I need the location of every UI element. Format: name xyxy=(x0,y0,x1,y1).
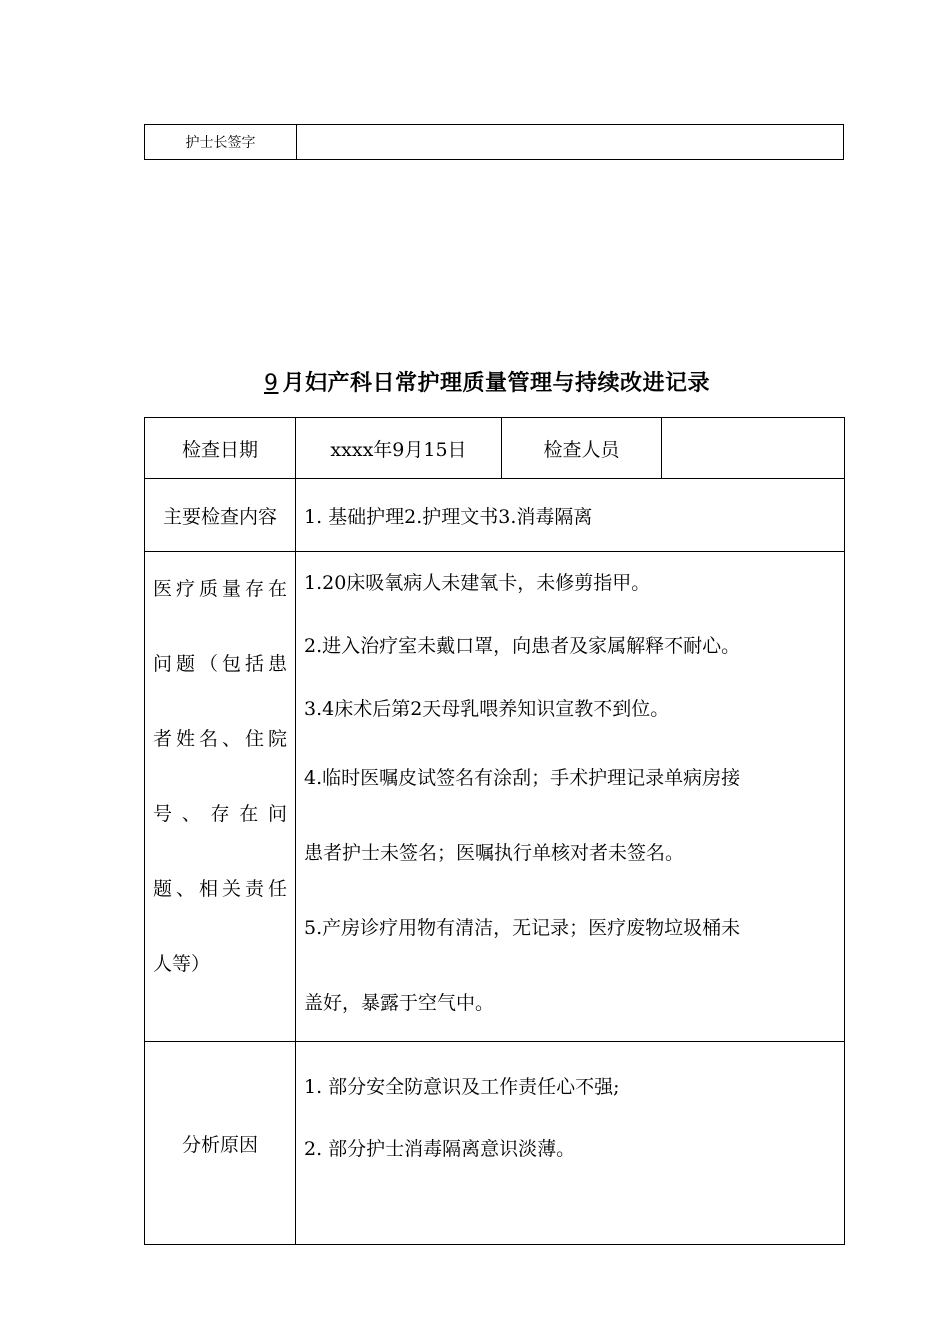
issues-value[interactable] xyxy=(296,552,845,1042)
cause-line: 2. 部分护士消毒隔离意识淡薄。 xyxy=(304,1138,576,1160)
signature-table xyxy=(144,124,844,160)
issue-line: 2.进入治疗室未戴口罩，向患者及家属解释不耐心。 xyxy=(304,635,741,657)
issues-label-line: 问题（包括患 xyxy=(153,653,287,675)
issue-line: 3.4床术后第2天母乳喂养知识宣教不到位。 xyxy=(304,698,670,720)
cause-value[interactable] xyxy=(296,1042,845,1245)
title-text: 月妇产科日常护理质量管理与持续改进记录 xyxy=(282,371,710,396)
issues-label xyxy=(145,552,296,1042)
main-content-label: 主要检查内容 xyxy=(145,479,296,552)
issue-line: 4.临时医嘱皮试签名有涂刮；手术护理记录单病房接 xyxy=(304,767,741,789)
issues-label-line: 人等） xyxy=(153,953,211,975)
main-content-value[interactable]: 1. 基础护理2.护理文书3.消毒隔离 xyxy=(296,479,845,552)
issue-line: 患者护士未签名；医嘱执行单核对者未签名。 xyxy=(304,842,685,864)
issue-line: 盖好，暴露于空气中。 xyxy=(304,992,495,1014)
inspector-label: 检查人员 xyxy=(502,418,662,479)
issues-label-line: 题、相关责任 xyxy=(153,878,287,900)
title-month: 9 xyxy=(263,371,279,396)
issue-line: 5.产房诊疗用物有清洁，无记录；医疗废物垃圾桶未 xyxy=(304,917,741,939)
issues-label-line: 者姓名、住院 xyxy=(153,728,287,750)
check-date-label: 检查日期 xyxy=(145,418,296,479)
issue-line: 1.20床吸氧病人未建氧卡，未修剪指甲。 xyxy=(304,572,651,594)
cause-line: 1. 部分安全防意识及工作责任心不强; xyxy=(304,1076,620,1098)
check-date-value[interactable]: xxxx年9月15日 xyxy=(296,418,502,479)
cause-label: 分析原因 xyxy=(145,1042,296,1245)
head-nurse-signature-label: 护士长签字 xyxy=(145,125,297,160)
inspector-value[interactable] xyxy=(662,418,845,479)
head-nurse-signature-field[interactable] xyxy=(297,125,844,160)
page-title xyxy=(0,366,950,397)
issues-label-line: 医疗质量存在 xyxy=(153,578,287,600)
issues-label-line: 号、存在问 xyxy=(153,803,287,825)
quality-record-table xyxy=(144,417,845,1245)
